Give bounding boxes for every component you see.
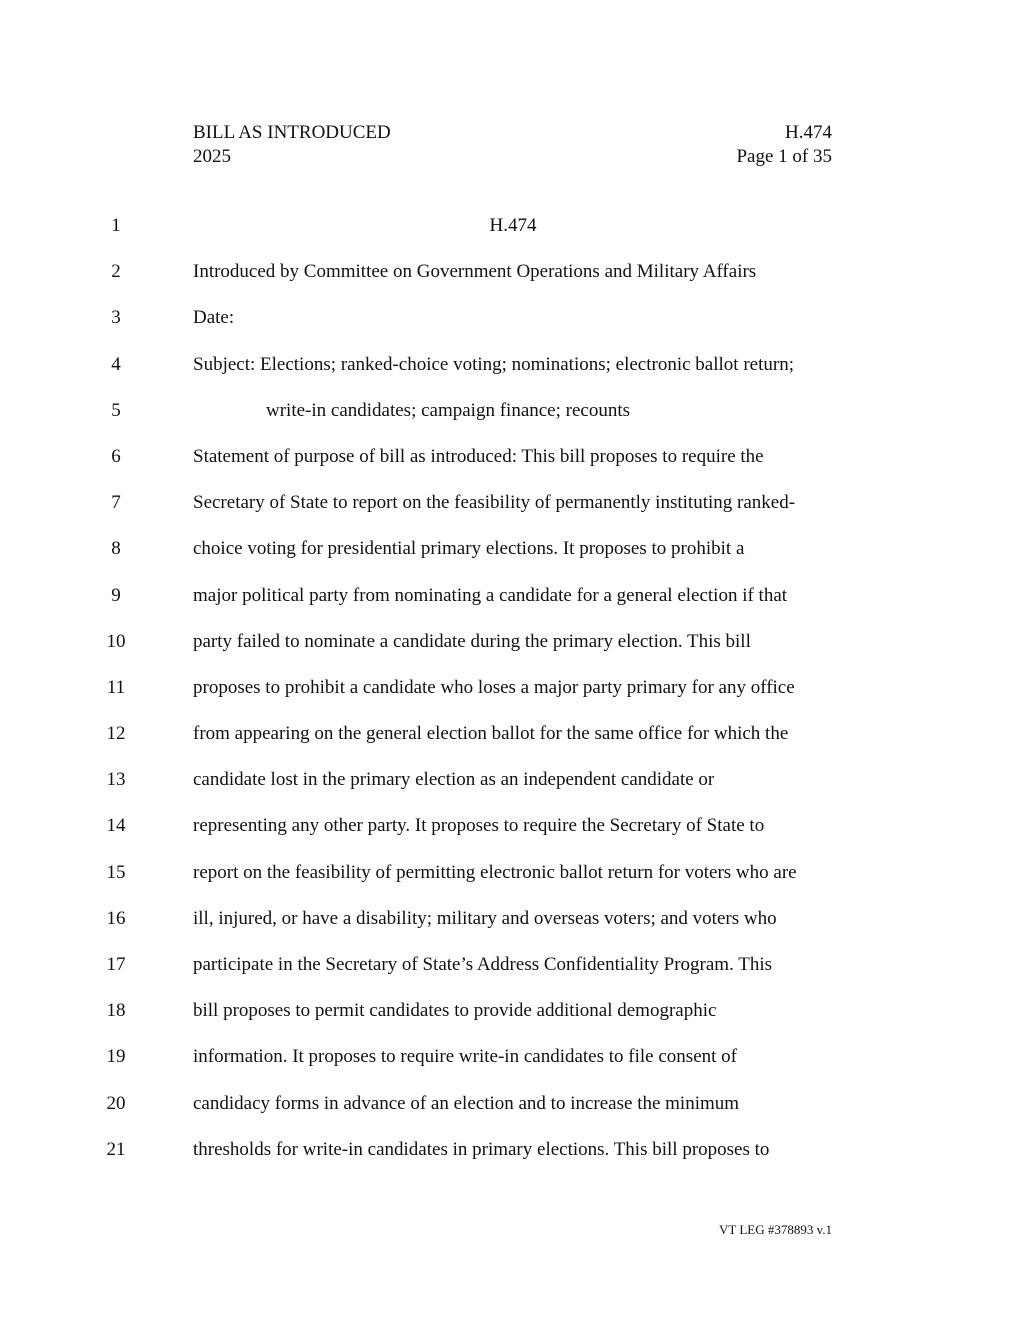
- body-text-line: candidacy forms in advance of an election and to increase the minimum: [193, 1092, 740, 1114]
- line-number: 11: [106, 676, 126, 698]
- line-number: 4: [111, 353, 121, 375]
- line-19: [0, 1043, 1024, 1089]
- line-5: [0, 397, 1024, 443]
- line-12: [0, 720, 1024, 766]
- line-17: [0, 951, 1024, 997]
- line-number: 10: [106, 630, 126, 652]
- line-6: [0, 443, 1024, 489]
- line-number: 21: [106, 1138, 126, 1160]
- line-15: [0, 859, 1024, 905]
- body-text-line: from appearing on the general election ballot for the same office for which the: [193, 723, 789, 745]
- line-13: [0, 766, 1024, 812]
- line-20: [0, 1090, 1024, 1136]
- line-number: 16: [106, 907, 126, 929]
- line-number: 15: [106, 861, 126, 883]
- subject-continuation: write-in candidates; campaign finance; recounts: [266, 399, 631, 421]
- body-text-line: bill proposes to permit candidates to provide additional demographic: [193, 1000, 717, 1022]
- body-text-line: representing any other party. It proposes to require the Secretary of State to: [193, 815, 765, 837]
- body-text-line: proposes to prohibit a candidate who loses a major party primary for any office: [193, 676, 795, 698]
- introduced-by: Introduced by Committee on Government Operations and Military Affairs: [193, 261, 757, 283]
- line-number: 8: [111, 538, 121, 560]
- line-1: [0, 212, 1024, 258]
- bill-body: [0, 212, 1024, 1182]
- line-number: 14: [106, 815, 126, 837]
- line-16: [0, 905, 1024, 951]
- date-label: Date:: [193, 307, 235, 329]
- line-number: 17: [106, 954, 126, 975]
- body-text-line: major political party from nominating a candidate for a general election if that: [193, 584, 788, 606]
- line-number: 19: [106, 1046, 126, 1068]
- bill-status: BILL AS INTRODUCED: [193, 122, 391, 143]
- subject-line: Subject: Elections; ranked-choice voting; nominations; electronic ballot return;: [193, 353, 794, 375]
- page-indicator: Page 1 of 35: [736, 146, 832, 167]
- body-text-line: Statement of purpose of bill as introduced: This bill proposes to require the: [193, 445, 764, 467]
- header-row-2: [193, 145, 832, 169]
- line-number: 18: [106, 1000, 126, 1022]
- body-text-line: report on the feasibility of permitting electronic ballot return for voters who are: [193, 861, 797, 883]
- header-row-1: [193, 121, 832, 145]
- line-number: 9: [111, 584, 121, 606]
- body-text-line: information. It proposes to require write-in candidates to file consent of: [193, 1046, 737, 1068]
- line-3: [0, 304, 1024, 350]
- body-text-line: party failed to nominate a candidate during the primary election. This bill: [193, 630, 751, 652]
- line-2: [0, 258, 1024, 304]
- bill-title: H.474: [489, 215, 537, 236]
- line-number: 6: [111, 445, 121, 467]
- line-21: [0, 1136, 1024, 1182]
- line-7: [0, 489, 1024, 535]
- body-text-line: Secretary of State to report on the feasibility of permanently instituting ranked-: [193, 492, 796, 514]
- line-number: 5: [111, 399, 121, 421]
- line-4: [0, 351, 1024, 397]
- line-number: 12: [106, 723, 126, 745]
- body-text-line: participate in the Secretary of State’s Address Confidentiality Program. This: [193, 954, 773, 975]
- line-18: [0, 997, 1024, 1043]
- line-number: 1: [111, 215, 121, 236]
- line-9: [0, 582, 1024, 628]
- body-text-line: ill, injured, or have a disability; military and overseas voters; and voters who: [193, 907, 777, 929]
- line-number: 13: [106, 769, 126, 791]
- body-text-line: choice voting for presidential primary elections. It proposes to prohibit a: [193, 538, 745, 560]
- line-number: 20: [106, 1092, 126, 1114]
- bill-number: H.474: [785, 122, 832, 143]
- line-number: 2: [111, 261, 121, 283]
- page-header: [193, 121, 832, 169]
- line-14: [0, 812, 1024, 858]
- line-10: [0, 628, 1024, 674]
- line-number: 3: [111, 307, 121, 329]
- body-text-line: candidate lost in the primary election as an independent candidate or: [193, 769, 715, 791]
- line-11: [0, 674, 1024, 720]
- bill-year: 2025: [193, 146, 231, 167]
- line-8: [0, 535, 1024, 581]
- document-footer: VT LEG #378893 v.1: [718, 1222, 832, 1237]
- body-text-line: thresholds for write-in candidates in primary elections. This bill proposes to: [193, 1138, 770, 1160]
- line-number: 7: [111, 492, 121, 514]
